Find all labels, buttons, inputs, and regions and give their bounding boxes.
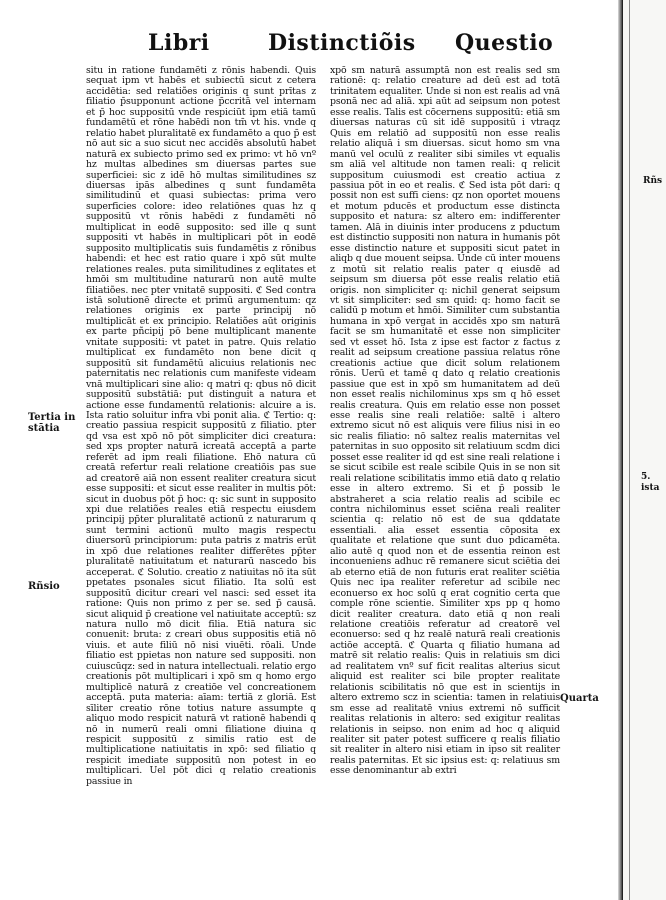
column-left-text: situ in ratione fundamēti z rōnis habendi. Quis sequat ipm vt habēs et subiectū sicut z cetera accidētia: sed relatiões originis q sunt prītas z filiatio p̄supponunt actione p̄ccritā vel internam et p̄ hoc suppositū vnde respiciūt ipm etiā tamū fundamētū et rōne habēdi non tm̄ vt his. vnde q relatio habet pluralitatē ex fundamēto a quo p̄ est nō aut sic a suo sicut nec accidēs absolutū habet naturā ex subiecto primo sed ex primo: vt hō vnº hz multas albedines sm diuersas partes sue superficiei: sic z idē hō multas similitudines sz diuersas ipās albedines q sunt fundamēta similitudinū et quasi subiectas: prima vero superficies colore: ideo relatiōnes quas hz q suppositū vt rōnis habēdi z fundamēti nō multiplicat in eodē supposito: sed ille q sunt suppositi vt habēs in multiplicari pōt in eodē supposito multiplicatis suis fundamētis z rōnibus habendi: et hec est ratio quare i xpō sūt multe relationes reales. puta similitudines z eqlitates et hmōi sm multitudine naturarū non autē multe filiatiões. nec pter vnitatē suppositi. ℭ Sed contra istā solutionē directe et primū argumentum: qz relationes originis ex parte principij nō multiplicāt et ex principio. Relatiões aūt originis ex parte pñcipij pō bene multiplicant manente vnitate suppositi: vt patet in patre. Quis relatio multiplicat ex fundamēto non bene dicit q suppositū sit fundamētū alicuius relationis nec paternitatis nec relationis cum manifeste videam vnā multiplicari sine alio: q matri q: qbus nō dicit suppositū substātiā: put distinguit a natura et actione esse fundamentū relationis: alcuire a is. Ista ratio soluitur infra vbi ponit alia. ℭ Tertio: q: creatio passiua respicit suppositū z filiatio. pter qd vsa est xpō nō pōt simpliciter dici creatura: sed xps propter naturā icreatā acceptā a parte referēt ad ipm reali filiatione. Ehō natura cū creatā refertur reali relatione creatiōis pas sue ad creatorē aiā non essent realiter creatura sicut esse suppositi: et sicut esse realiter in multis pōt: sicut in duobus pōt p̄ hoc: q: sic sunt in supposito xpi due relatiões reales etiā respectu eiusdem principij pp̄ter pluralitatē actionū z naturarum q sunt termini actionū multo magis respectu diuersorū principiorum: puta patris z matris erūt in xpō due relationes realiter differētes pp̄ter pluralitatē natiuitatum et naturarū nascedo bis acceperat. ℭ Solutio. creatio z natiuitas nō ita sūt ppetates psonales sicut filiatio. Ita solū est suppositū dicitur creari vel nasci: sed esset ita ratione: Quis non primo z per se. sed p̄ causā. sicut aliquid p̄ creatione vel natiuitate acceptū: sz natura nullo mō dicit filia. Etiā natura sic conuenit: bruta: z creari obus suppositis etiā nō viuis. et aute filiū nō nisi viuēti. rōali. Unde filiatio est ppietas non nature sed suppositi. non cuiuscūqz: sed in natura intellectuali. relatio ergo creationis pōt multiplicari i xpō sm q homo ergo multiplicē naturā z creatiōe vel concreationem acceptā. puta materia: aīam: tertiā z gloriā. Est sīliter creatio rōne totius nature assumpte q aliquo modo respicit naturā vt rationē habendi q nō in numerū reali omni filiatione diuina q respicit suppositū z similis ratio est de multiplicatione natiuitatis in xpō: sed filiatio q respicit imediate suppositū non potest in eo multiplicari. Uel pōt dici q relatio creationis passiue in — [86, 65, 316, 787]
margin-note-quarta: Quarta — [560, 693, 599, 704]
facing-page-note-resp: Rñs — [643, 176, 663, 186]
text-column-left — [86, 66, 316, 787]
margin-note-responsio: Rñsio — [28, 581, 60, 592]
facing-page-note-5: 5. ista — [641, 472, 660, 493]
header-distinctionis: Distinctiõis — [268, 30, 416, 56]
page-edge-line — [629, 0, 630, 900]
running-header — [0, 30, 620, 70]
header-libri: Libri — [148, 30, 210, 56]
text-column-right — [330, 66, 560, 777]
margin-note-tertia: Tertia in stātia — [28, 412, 76, 434]
facing-page-edge — [622, 0, 666, 900]
column-right-text: xpō sm naturā assumptā non est realis sed sm rationē: q: relatio creature ad deū est ad totā trinitatem equaliter. Unde si non est realis ad vnā psonā nec ad aliā. xpi aūt ad seipsum non potest esse realis. Talis est cōcernens suppositū: etiā sm diuersas naturas cū sit idē suppositū i vtraqz Quis em relatiō ad suppositū non esse realis relatio aliquā i sm diuersas. sicut homo sm vna manū vel oculū z realiter sibi similes vt equalis sm aliā vel altitude non tamen reali: q relicit suppositum cuiusmodi est creatio actiua z passiua pōt in eo et realis. ℭ Sed ista pōt dari: q possit non est suffi ciens: qz non oportet mouens et motum pducēs et productum esse distincta supposito et natura: sz altero em: indifferenter tamen. Alā in diuinis inter producens z pductum est distinctio suppositi non natura in humanis pōt esse distinctio nature et suppositi sicut patet in aliqb q due mouent seipsa. Unde cū inter mouens z motū sit relatio realis pater q eiusdē ad seipsum sm diuersa pōt esse realis relatio etiā origis. non simpliciter q: nichil generat seipsum vt sit simpliciter: sed sm quid: q: homo facit se calidū p motum et hmōi. Similiter cum substantia humana in xpō vergat in accidēs xpo sm naturā facit se sm humanitatē et esse non simpliciter sed vt esset hō. Ista z ipse est factor z factus z realit ad seipsum creatione passiua relatus rōne creationis actiue que dicit solum relationem rōnis. Uerū et tamē q dato q relatio creationis passiue que est in xpō sm humanitatem ad deū non esset realis nichilominus xps sm q hō esset realis creatura. Quis em relatio esse non posset esse realis sine reali relatiōe: saltē i altero extremo sicut nō est aliquis vere filius nisi in eo sic realis filiatio: nō saltez realis maternitas vel paternitas in suo opposito sit relatiuum scdm dici posset esse realiter id qd est sine reali relatione i se sicut scibile est reale scibile Quis in se non sit reali relatione scibilitatis immo etiā dato q relatio esse in altero extremo. Si et p̄ possib le abstraheret a scia relatio realis ad scibile ec contra nichilominus esset sciēna reali realiter scientia q: relatio nō est de sua qddatate essentiali. alia esset essentia cōposita ex qualitate et relatione que sunt duo pdicamēta. alio autē q quod non et de essentia reinon est inconueniens adhuc rē remanere sicut sciētia dei ab eterno etiā de non futuris erat realiter sciētia Quis nec ipa realiter referetur ad scibile nec econuerso ex hoc solū q erat cognitio certa que comple rōne scientie. Similiter xps pp q homo dicit realiter creatura. dato etiā q non reali relatione creatiōis referatur ad creatorē vel econuerso: sed q hz realē naturā reali creationis actiōe acceptā. ℭ Quarta q filiatio humana ad matrē sit relatio realis: Quis in relatiuis sm dici ad realitatem vnº suf ficit realitas alterius sicut aliquid est realiter sci bile propter realitate relationis scibilitatis nō que est in scientijs in altero extremo scz in scientia: tamen in relatiuis sm esse ad realitatē vnius extremi nō sufficit realitas relationis in altero: sed exigitur realitas relationis in seipso. non enim ad hoc q aliquid realiter sit pater potest sufficere q realis filiatio sit realiter in altero nisi etiam in ipso sit realiter realis paternitas. Et sic ipsius est: q: relatiuus sm esse denominantur ab extri — [330, 65, 560, 777]
header-questio: Questio — [455, 30, 554, 56]
